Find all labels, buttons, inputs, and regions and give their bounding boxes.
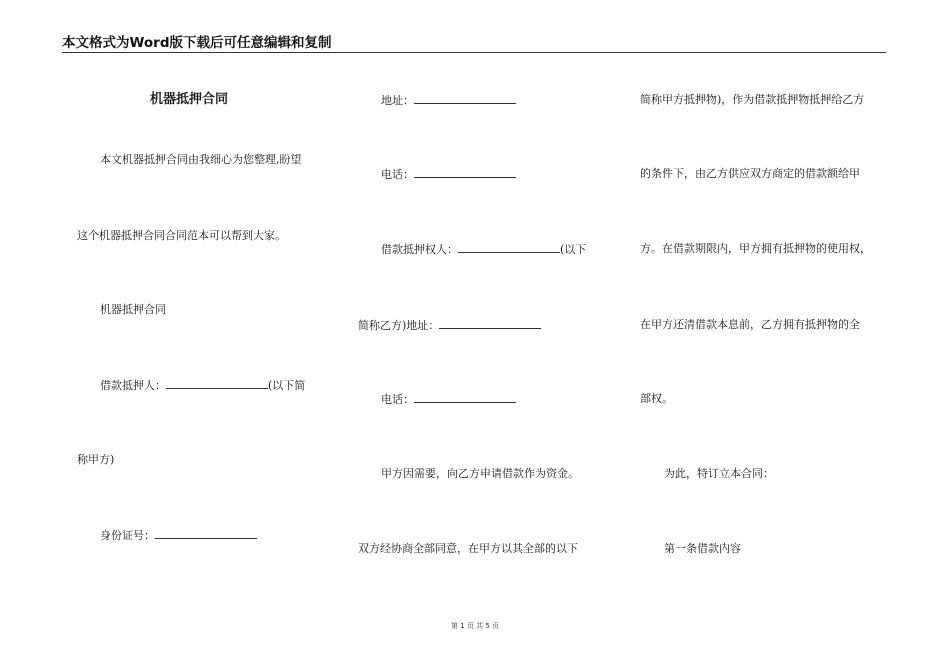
- body-line-c3-3: 方。在借款期限内，甲方拥有抵押物的使用权，: [640, 242, 871, 255]
- document-header: 本文格式为Word版下载后可任意编辑和复制: [62, 34, 886, 53]
- page-number: 第 1 页 共 5 页: [450, 622, 500, 630]
- body-line-c3-6: 为此，特订立本合同：: [664, 467, 774, 480]
- address-line-b: [358, 318, 541, 333]
- mortgagee-suffix: (以下: [560, 243, 587, 256]
- address-label-b: 简称乙方)地址：: [358, 319, 440, 332]
- address-blank-b: [439, 318, 541, 329]
- id-number-label: 身份证号：: [100, 529, 155, 542]
- phone-line-a: [381, 167, 516, 182]
- mortgagee-label: 借款抵押权人：: [381, 243, 458, 256]
- phone-label-a: 电话：: [381, 168, 414, 181]
- address-label-a: 地址：: [381, 94, 414, 107]
- mortgagor-suffix: (以下简: [268, 379, 306, 392]
- phone-blank-a: [414, 167, 516, 178]
- contract-heading: 机器抵押合同: [100, 303, 166, 316]
- document-title: 机器抵押合同: [150, 92, 229, 107]
- address-line-a: [381, 93, 516, 108]
- party-a-line: 称甲方): [77, 453, 115, 466]
- phone-label-b: 电话：: [381, 393, 414, 406]
- mortgagee-line: [381, 242, 586, 257]
- intro-line-2: 这个机器抵押合同合同范本可以帮到大家。: [77, 229, 286, 242]
- body-line-c3-1: 简称甲方抵押物)，作为借款抵押物抵押给乙方: [640, 93, 865, 106]
- section-heading-1: 第一条借款内容: [664, 542, 741, 555]
- mortgagee-blank: [458, 242, 560, 253]
- body-line-c3-4: 在甲方还清借款本息前，乙方拥有抵押物的全: [640, 318, 860, 331]
- phone-line-b: [381, 392, 516, 407]
- phone-blank-b: [414, 392, 516, 403]
- body-line-c2-1: 甲方因需要，向乙方申请借款作为资金。: [381, 467, 579, 480]
- body-line-c3-2: 的条件下，由乙方供应双方商定的借款额给甲: [640, 167, 860, 180]
- intro-line-1: 本文机器抵押合同由我细心为您整理,盼望: [100, 153, 302, 166]
- body-line-c3-5: 部权。: [640, 392, 673, 405]
- address-blank-a: [414, 93, 516, 104]
- body-line-c2-2: 双方经协商全部同意，在甲方以其全部的以下: [358, 542, 578, 555]
- mortgagor-label: 借款抵押人：: [100, 379, 166, 392]
